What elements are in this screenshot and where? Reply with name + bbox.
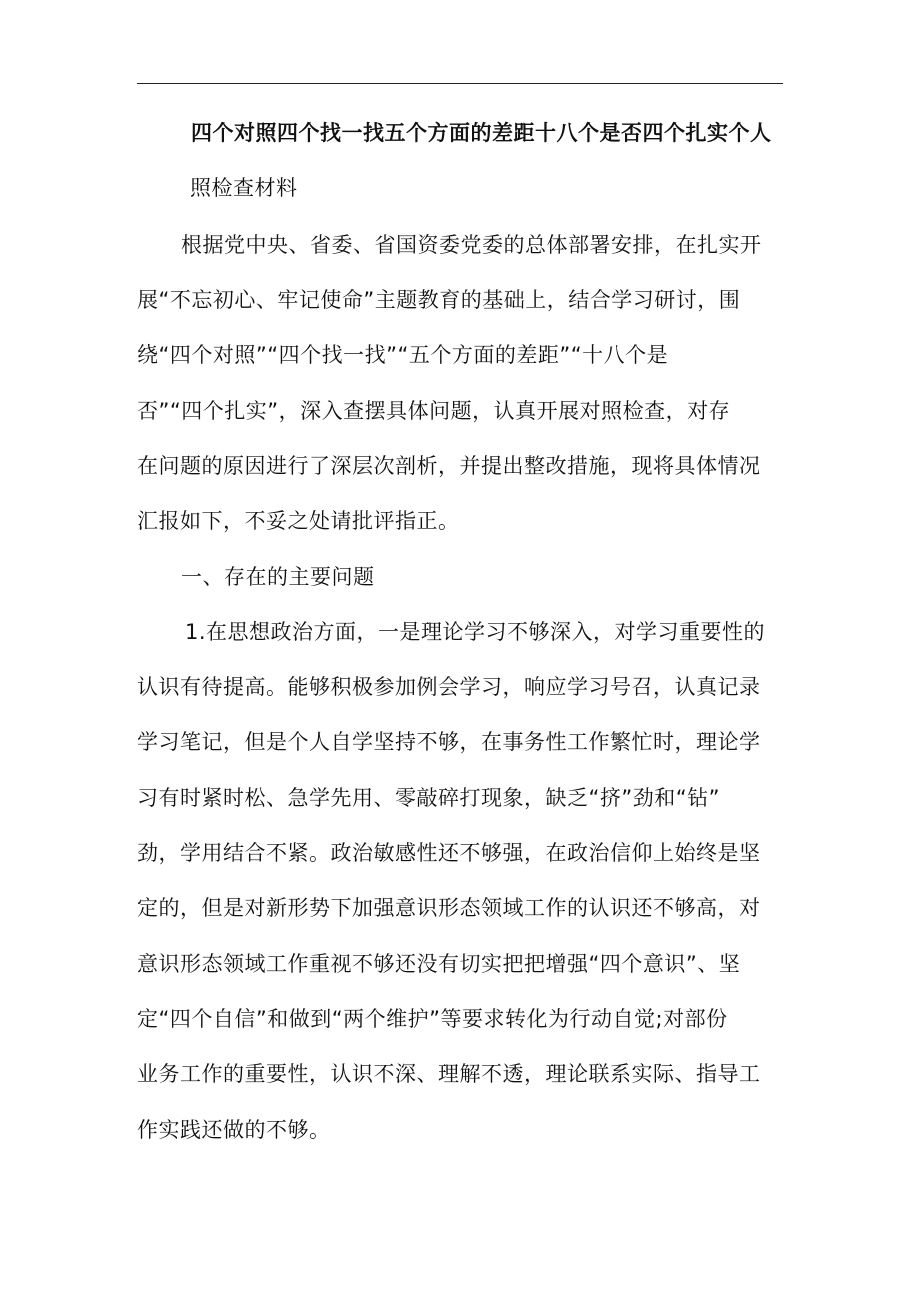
item1-line-1: 1.在思想政治方面，一是理论学习不够深入，对学习重要性的 [185,620,766,644]
intro-line-2: 展“不忘初心、牢记使命”主题教育的基础上，结合学习研讨，围 [137,288,741,312]
item1-line-3: 学习笔记，但是个人自学坚持不够，在事务性工作繁忙时，理论学 [137,730,761,754]
intro-line-3: 绕“四个对照”“四个找一找”“五个方面的差距”“十八个是 [137,343,669,367]
intro-line-1: 根据党中央、省委、省国资委党委的总体部署安排，在扎实开 [181,233,762,257]
item1-line-7: 意识形态领域工作重视不够还没有切实把把增强“四个意识”、坚 [137,952,741,976]
intro-line-4: 否”“四个扎实”，深入查摆具体问题，认真开展对照检查，对存 [137,399,731,423]
document-title-line-1: 四个对照四个找一找五个方面的差距十八个是否四个扎实个人 [191,121,772,145]
document-title-line-2: 照检查材料 [190,176,298,200]
section-heading: 一、存在的主要问题 [181,565,375,589]
item1-line-10: 作实践还做的不够。 [137,1118,331,1142]
intro-line-5: 在问题的原因进行了深层次剖析，并提出整改措施，现将具体情况 [137,454,761,478]
header-rule [137,83,783,84]
item1-line-8: 定“四个自信”和做到“两个维护”等要求转化为行动自觉;对部份 [137,1007,728,1031]
item1-line-9: 业务工作的重要性，认识不深、理解不透，理论联系实际、指导工 [137,1062,761,1086]
item1-line-6: 定的，但是对新形势下加强意识形态领域工作的认识还不够高，对 [137,896,761,920]
intro-line-6: 汇报如下，不妥之处请批评指正。 [137,509,460,533]
item1-line-5: 劲，学用结合不紧。政治敏感性还不够强，在政治信仰上始终是坚 [137,841,761,865]
item1-line-4: 习有时紧时松、急学先用、零敲碎打现象，缺乏“挤”劲和“钻” [137,786,721,810]
item1-line-2: 认识有待提高。能够积极参加例会学习，响应学习号召，认真记录 [137,675,761,699]
